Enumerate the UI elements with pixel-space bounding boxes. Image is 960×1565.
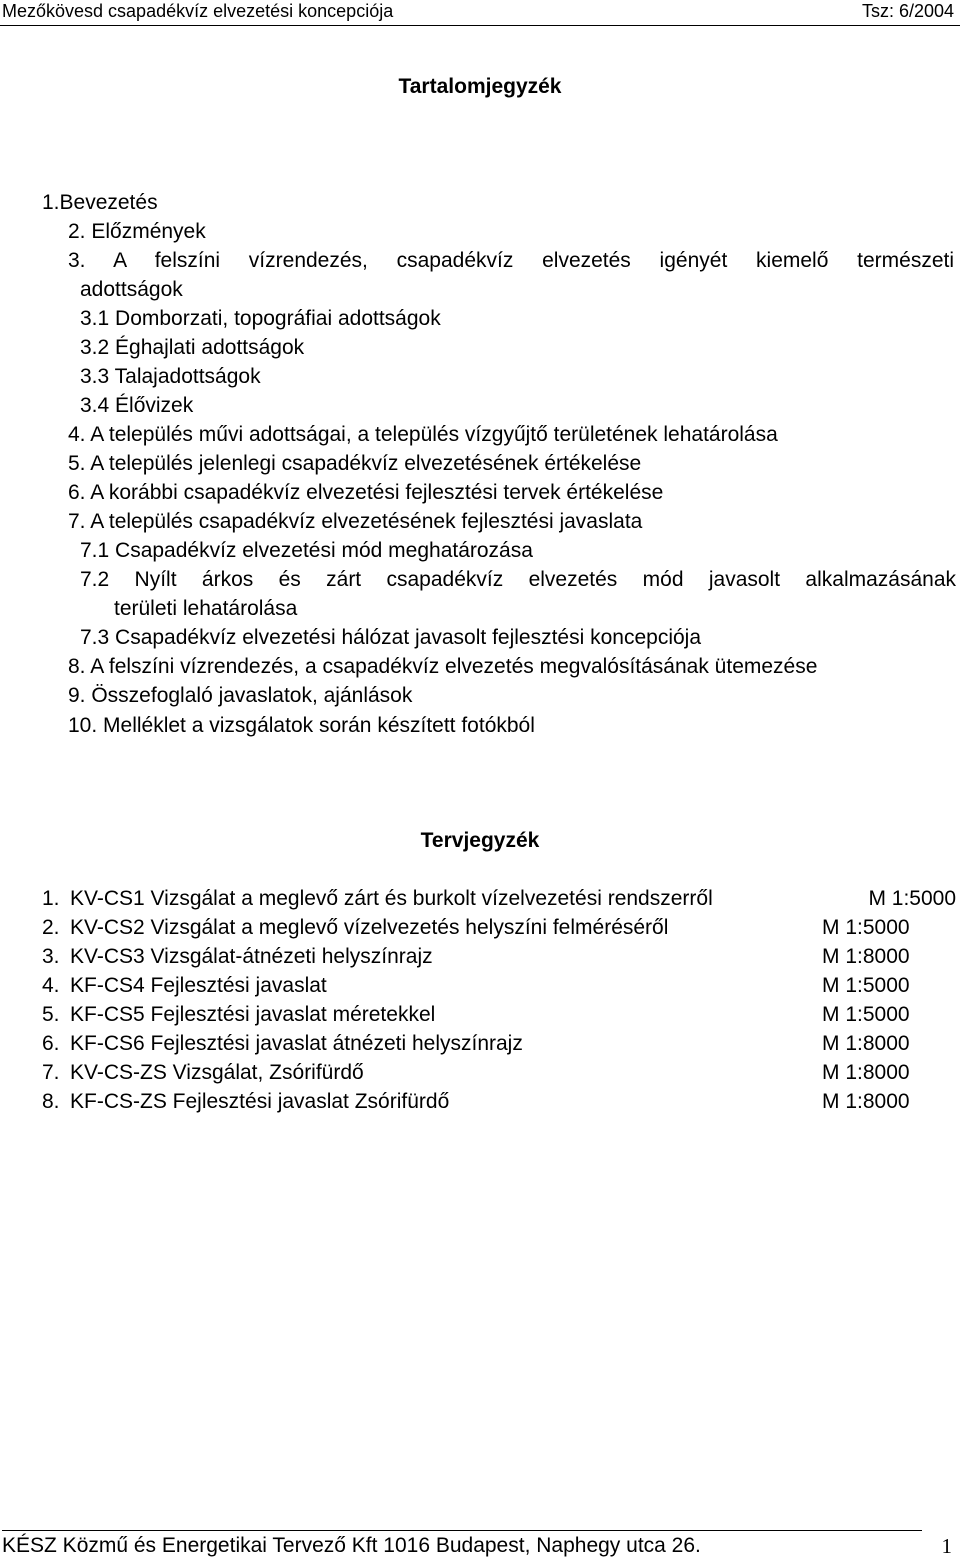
toc-item: 3. A felszíni vízrendezés, csapadékvíz elvezetés igényét kiemelő természeti [68,249,954,272]
header-reference-number: Tsz: 6/2004 [861,1,954,21]
plan-row [42,1089,956,1115]
toc-item-continuation: adottságok [80,278,183,301]
plan-number: 5. [42,1003,60,1026]
plan-row [42,973,956,999]
plan-number: 6. [42,1032,60,1055]
plan-row [42,1060,956,1086]
toc-subitem: 7.1 Csapadékvíz elvezetési mód meghatározása [80,539,533,562]
header-document-title: Mezőkövesd csapadékvíz elvezetési koncepciója [2,1,394,21]
toc-item: 5. A település jelenlegi csapadékvíz elvezetésének értékelése [68,452,642,475]
plan-description: KV-CS-ZS Vizsgálat, Zsórifürdő [70,1061,364,1084]
toc-subitem: 7.3 Csapadékvíz elvezetési hálózat javasolt fejlesztési koncepciója [80,626,702,649]
plan-description: KF-CS5 Fejlesztési javaslat méretekkel [70,1003,436,1026]
footer-company-address: KÉSZ Közmű és Energetikai Tervező Kft 1016 Budapest, Naphegy utca 26. [2,1534,701,1557]
plan-description: KF-CS6 Fejlesztési javaslat átnézeti helyszínrajz [70,1032,523,1055]
toc-item: 10. Melléklet a vizsgálatok során készített fotókból [68,714,535,737]
plan-scale: M 1:5000 [822,1003,910,1026]
footer-divider [2,1530,922,1531]
plan-number: 7. [42,1061,60,1084]
toc-title: Tartalomjegyzék [398,75,562,98]
plan-row [42,886,956,912]
plan-description: KV-CS2 Vizsgálat a meglevő vízelvezetés helyszíni felméréséről [70,916,669,939]
toc-subitem: 3.3 Talajadottságok [80,365,261,388]
toc-item: 7. A település csapadékvíz elvezetésének fejlesztési javaslata [68,510,643,533]
plan-number: 2. [42,916,60,939]
toc-item: 8. A felszíni vízrendezés, a csapadékvíz elvezetés megvalósításának ütemezése [68,655,818,678]
page-number: 1 [941,1534,952,1558]
toc-item: 9. Összefoglaló javaslatok, ajánlások [68,684,413,707]
toc-item: 1.Bevezetés [42,191,158,214]
plan-number: 1. [42,887,60,910]
plan-scale: M 1:5000 [822,916,910,939]
plan-row [42,915,956,941]
toc-subitem: 3.2 Éghajlati adottságok [80,336,305,359]
plan-scale: M 1:8000 [822,1061,910,1084]
plan-number: 3. [42,945,60,968]
header-divider [0,25,960,26]
plan-list-title: Tervjegyzék [420,829,540,852]
toc-item: 2. Előzmények [68,220,206,243]
page-footer [0,1533,960,1561]
plan-scale: M 1:5000 [822,974,910,997]
toc-subitem: 3.4 Élővizek [80,394,194,417]
toc-item: 6. A korábbi csapadékvíz elvezetési fejlesztési tervek értékelése [68,481,664,504]
page-header [0,0,960,26]
plan-number: 8. [42,1090,60,1113]
plan-scale: M 1:8000 [822,1032,910,1055]
toc-subitem-continuation: területi lehatárolása [114,597,298,620]
plan-scale: M 1:5000 [868,887,956,910]
plan-scale: M 1:8000 [822,1090,910,1113]
toc-subitem: 3.1 Domborzati, topográfiai adottságok [80,307,441,330]
toc-subitem: 7.2 Nyílt árkos és zárt csapadékvíz elvezetés mód javasolt alkalmazásának [80,568,956,591]
plan-row [42,1002,956,1028]
plan-row [42,1031,956,1057]
toc-item: 4. A település művi adottságai, a település vízgyűjtő területének lehatárolása [68,423,778,446]
plan-description: KV-CS1 Vizsgálat a meglevő zárt és burkolt vízelvezetési rendszerről [70,887,713,910]
plan-description: KF-CS4 Fejlesztési javaslat [70,974,327,997]
plan-description: KV-CS3 Vizsgálat-átnézeti helyszínrajz [70,945,433,968]
plan-description: KF-CS-ZS Fejlesztési javaslat Zsórifürdő [70,1090,450,1113]
plan-scale: M 1:8000 [822,945,910,968]
plan-row [42,944,956,970]
plan-number: 4. [42,974,60,997]
